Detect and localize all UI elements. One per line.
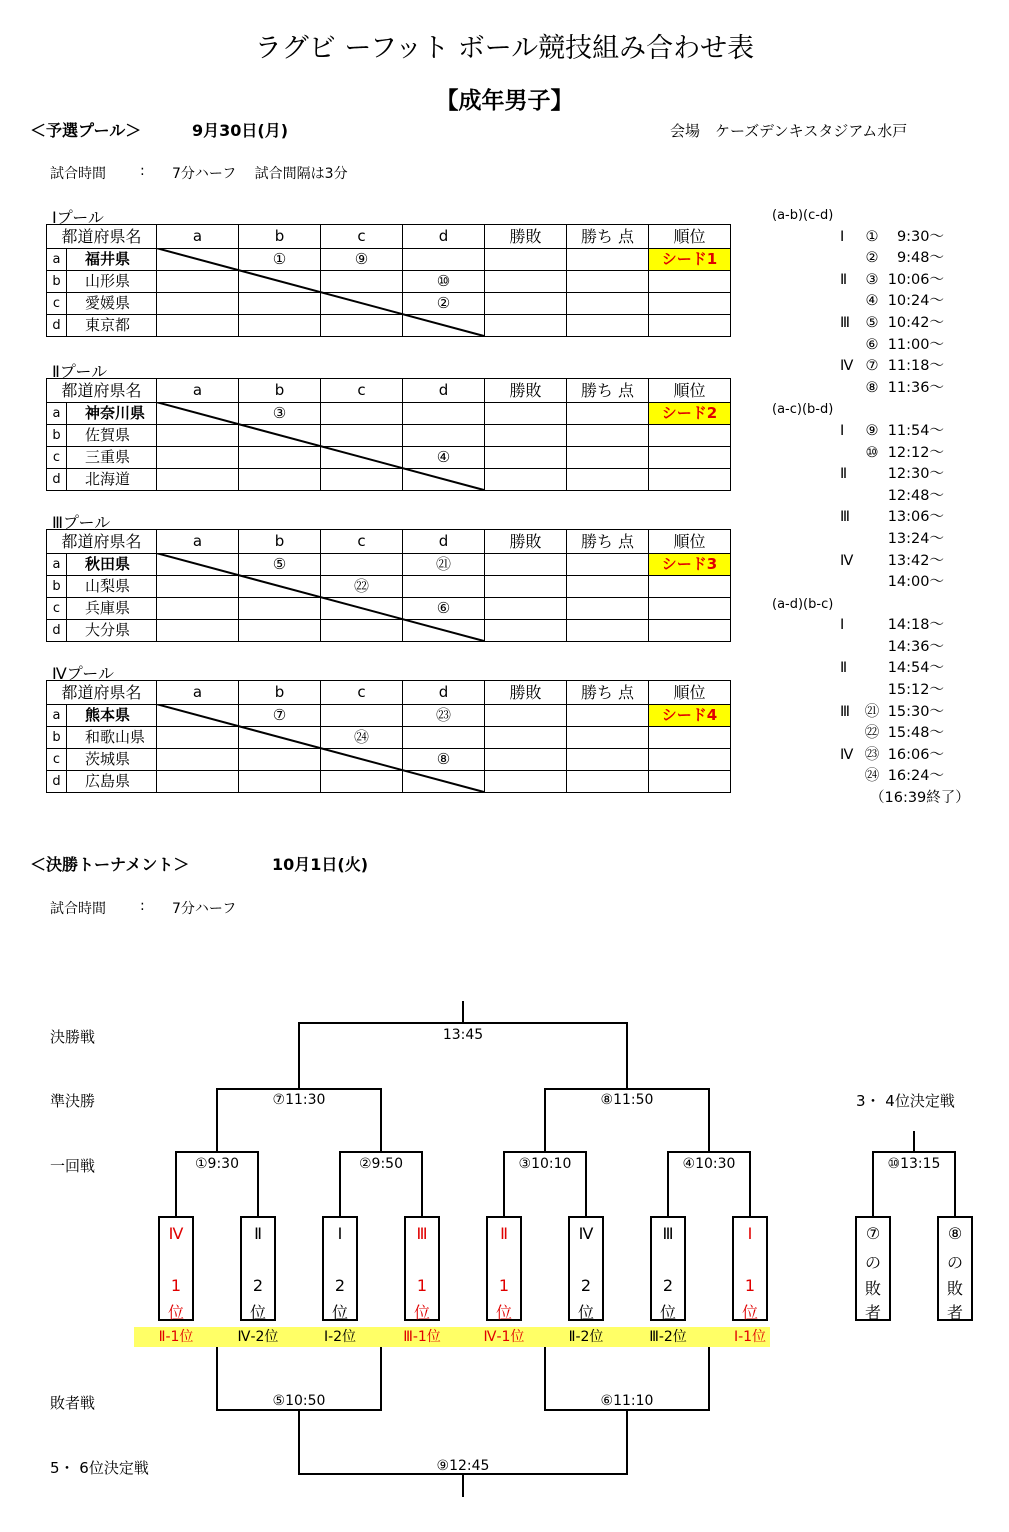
venue: 会場 ケーズデンキスタジアム水戸 [670,122,908,140]
slot-rank: 1 [744,1276,756,1295]
pool-header-cell: c [321,681,403,705]
schedule-pool: Ⅱ [840,466,848,483]
slot-pool: Ⅰ [747,1224,753,1243]
prefecture-name: 大分県 [67,620,157,642]
schedule-match-number: ㉓ [864,746,880,763]
semi1-match: ⑦11:30 [272,1092,326,1108]
slot-rank: 2 [334,1276,346,1295]
pool-header-cell: 勝敗 [485,225,567,249]
schedule-pool: Ⅰ [840,422,845,439]
pool-header-cell: 都道府県名 [47,225,157,249]
pool-cell: ㉒ [321,576,403,598]
pool-header-cell: 勝敗 [485,379,567,403]
pool-cell: ② [403,293,485,315]
round-final-label: 決勝戦 [50,1028,96,1046]
slot-pool: Ⅲ [662,1224,674,1243]
pool-label: Ⅱプール [52,362,108,381]
slot-pool: Ⅰ [337,1224,343,1243]
pool-label: Ⅰプール [52,208,104,227]
prefecture-name: 秋田県 [67,554,157,576]
schedule-time: 15:12～ [887,682,944,699]
schedule-time: 13:24～ [887,530,944,547]
seed-label: Ⅳ-2位 [237,1329,279,1345]
pool-label: Ⅲプール [52,513,111,532]
row-key: c [47,598,67,620]
schedule-time: 12:48～ [887,487,944,504]
final-time-colon: : [140,898,145,914]
loser-slot-char: 敗 [946,1279,963,1298]
pool-header-cell: a [157,681,239,705]
schedule-time: 13:42～ [887,552,944,569]
prefecture-name: 広島県 [67,771,157,793]
round-third-label: 3・ 4位決定戦 [856,1092,955,1110]
schedule-match-number: ④ [865,293,879,310]
round-first-label: 一回戦 [50,1157,96,1175]
loser-slot-char: 者 [864,1303,881,1322]
seed-label: Ⅰ-2位 [323,1329,357,1345]
pool-header-cell: 勝ち 点 [567,225,649,249]
loser-slot-char: の [864,1253,881,1272]
pool-header-cell: a [157,530,239,554]
slot-pool: Ⅳ [578,1224,594,1243]
fifth-place-match: ⑨12:45 [436,1458,490,1474]
loser-slot-char: 敗 [864,1279,881,1298]
prelim-time-colon: : [140,163,145,179]
bracket-slot [486,1216,522,1321]
slot-pool: Ⅱ [254,1224,262,1243]
round-loser-label: 敗者戦 [50,1394,96,1412]
row-key: a [47,403,67,425]
schedule-pool: Ⅱ [840,271,848,288]
prefecture-name: 和歌山県 [67,727,157,749]
pool-header-cell: 順位 [649,225,731,249]
slot-rank: 1 [170,1276,182,1295]
pool-cell: ⑨ [321,249,403,271]
row-key: d [47,315,67,337]
pool-cell: ㉓ [403,705,485,727]
bracket-slot [404,1216,440,1321]
prefecture-name: 熊本県 [67,705,157,727]
pool-cell: ⑥ [403,598,485,620]
pool-header-cell: 勝敗 [485,530,567,554]
slot-rank: 1 [498,1276,510,1295]
prelim-time-value: 7分ハーフ 試合間隔は3分 [172,166,348,182]
loser-slot-char: ⑧ [947,1224,963,1243]
pool-header-cell: 順位 [649,530,731,554]
pool-cell: ㉑ [403,554,485,576]
pool-header-cell: a [157,225,239,249]
row-key: b [47,425,67,447]
pool-header-cell: 都道府県名 [47,379,157,403]
schedule-match-number: ㉑ [864,703,880,720]
row-key: b [47,576,67,598]
loser-match-1: ⑤10:50 [272,1393,326,1409]
pool-header-cell: b [239,530,321,554]
schedule-time: 10:42～ [887,314,944,331]
schedule-time: 9:30～ [896,228,944,245]
pool-header-cell: c [321,225,403,249]
page-title: ラグビ ーフット ボール競技組み合わせ表 [254,33,755,64]
bracket-slot [322,1216,358,1321]
seed-badge: シード2 [649,403,731,425]
schedule-time: 15:48～ [887,725,944,742]
slot-pool: Ⅱ [500,1224,508,1243]
schedule-time: 10:24～ [887,293,944,310]
prelim-heading: ＜予選プール＞ [30,121,142,140]
schedule-pool: Ⅱ [840,660,848,677]
pool-cell: ㉔ [321,727,403,749]
prefecture-name: 山梨県 [67,576,157,598]
row-key: a [47,705,67,727]
seed-label: Ⅱ-2位 [568,1329,604,1345]
schedule-pool: Ⅲ [840,314,850,331]
pool-cell: ⑩ [403,271,485,293]
bracket-slot [732,1216,768,1321]
schedule-match-number: ① [865,228,879,245]
pool-header-cell: d [403,225,485,249]
pool-header-cell: 勝ち 点 [567,530,649,554]
slot-unit: 位 [249,1303,266,1322]
r1-match-2: ②9:50 [359,1156,403,1172]
loser-slot [855,1216,891,1321]
schedule-match-number: ⑨ [865,422,879,439]
schedule-time: 13:06～ [887,509,944,526]
bracket-slot [568,1216,604,1321]
schedule-match-number: ⑤ [865,314,879,331]
slot-unit: 位 [577,1303,594,1322]
prefecture-name: 兵庫県 [67,598,157,620]
pool-header-cell: 勝ち 点 [567,379,649,403]
seed-badge: シード3 [649,554,731,576]
page-subtitle: 【成年男子】 [435,88,574,114]
pool-cell: ⑧ [403,749,485,771]
seed-label: Ⅲ-1位 [403,1329,441,1345]
pool-header-cell: c [321,379,403,403]
pool-cell: ⑤ [239,554,321,576]
seed-label: Ⅱ-1位 [158,1329,194,1345]
schedule-group: (a-d)(b-c) [772,596,834,612]
row-key: b [47,727,67,749]
row-key: d [47,469,67,491]
schedule-time: 10:06～ [887,271,944,288]
final-date: 10月1日(火) [272,855,369,874]
round-fifth-label: 5・ 6位決定戦 [50,1459,149,1477]
schedule-time: 14:36～ [887,638,944,655]
round-semi-label: 準決勝 [50,1092,96,1110]
pool-header-cell: d [403,530,485,554]
slot-rank: 1 [416,1276,428,1295]
pool-cell: ④ [403,447,485,469]
schedule-pool: Ⅳ [840,358,854,375]
third-place-match: ⑩13:15 [887,1156,941,1172]
schedule-match-number: ② [865,250,879,267]
final-time-label: 試合時間 [50,901,106,917]
schedule-time: 11:36～ [887,379,944,396]
prefecture-name: 三重県 [67,447,157,469]
schedule-pool: Ⅲ [840,703,850,720]
row-key: a [47,554,67,576]
schedule-match-number: ⑦ [865,358,879,375]
row-key: c [47,293,67,315]
pool-header-cell: 順位 [649,379,731,403]
seed-label: Ⅲ-2位 [649,1329,687,1345]
final-match-time: 13:45 [442,1027,484,1043]
schedule-group: (a-b)(c-d) [772,208,834,223]
schedule-time: 9:48～ [896,250,944,267]
pool-label: Ⅳプール [52,664,114,683]
prefecture-name: 茨城県 [67,749,157,771]
r1-match-1: ①9:30 [195,1156,239,1172]
row-key: b [47,271,67,293]
pool-cell: ⑦ [239,705,321,727]
prefecture-name: 神奈川県 [67,403,157,425]
final-time-value: 7分ハーフ [172,901,237,917]
schedule-time: 14:54～ [887,660,944,677]
loser-slot-char: の [946,1253,963,1272]
schedule-pool: Ⅲ [840,509,850,526]
loser-match-2: ⑥11:10 [600,1393,654,1409]
pool-header-cell: b [239,225,321,249]
seed-badge: シード4 [649,705,731,727]
pool-header-cell: d [403,681,485,705]
pool-header-cell: d [403,379,485,403]
pool-header-cell: 都道府県名 [47,681,157,705]
seed-label: Ⅳ-1位 [483,1329,525,1345]
final-heading: ＜決勝トーナメント＞ [30,855,190,874]
schedule-time: 16:06～ [887,746,944,763]
prefecture-name: 愛媛県 [67,293,157,315]
slot-rank: 2 [580,1276,592,1295]
row-key: a [47,249,67,271]
pool-header-cell: a [157,379,239,403]
pool-header-cell: 順位 [649,681,731,705]
prefecture-name: 佐賀県 [67,425,157,447]
schedule-time: 11:18～ [887,358,944,375]
pool-header-cell: c [321,530,403,554]
schedule-match-number: ㉔ [864,768,880,785]
schedule-pool: Ⅳ [840,552,854,569]
pool-header-cell: b [239,379,321,403]
schedule-time: 14:00～ [887,574,944,591]
prelim-date: 9月30日(月) [192,121,289,140]
schedule-match-number: ⑥ [865,336,879,353]
schedule-match-number: ⑧ [865,379,879,396]
schedule-match-number: ⑩ [865,444,879,461]
row-key: d [47,620,67,642]
schedule-time: 12:12～ [887,444,944,461]
schedule-time: 11:54～ [887,422,944,439]
schedule-pool: Ⅳ [840,746,854,763]
semi2-match: ⑧11:50 [600,1092,654,1108]
slot-unit: 位 [659,1303,676,1322]
slot-unit: 位 [167,1303,184,1322]
bracket-slot [158,1216,194,1321]
slot-unit: 位 [741,1303,758,1322]
schedule-pool: Ⅰ [840,617,845,634]
slot-rank: 2 [252,1276,264,1295]
r1-match-3: ③10:10 [518,1156,572,1172]
prelim-time-label: 試合時間 [50,166,106,182]
schedule-end: （16:39終了） [870,790,970,807]
loser-slot-char: ⑦ [865,1224,881,1243]
pool-header-cell: b [239,681,321,705]
schedule-time: 16:24～ [887,768,944,785]
prefecture-name: 福井県 [67,249,157,271]
slot-pool: Ⅲ [416,1224,428,1243]
schedule-match-number: ㉒ [864,725,880,742]
loser-slot [937,1216,973,1321]
slot-pool: Ⅳ [168,1224,184,1243]
schedule-group: (a-c)(b-d) [772,402,834,418]
slot-unit: 位 [413,1303,430,1322]
row-key: c [47,447,67,469]
loser-slot-char: 者 [946,1303,963,1322]
seed-label: Ⅰ-1位 [733,1329,767,1345]
pool-cell: ③ [239,403,321,425]
seed-badge: シード1 [649,249,731,271]
bracket-slot [650,1216,686,1321]
prefecture-name: 北海道 [67,469,157,491]
schedule-time: 15:30～ [887,703,944,720]
prefecture-name: 山形県 [67,271,157,293]
pool-cell: ① [239,249,321,271]
bracket-slot [240,1216,276,1321]
schedule-time: 12:30～ [887,466,944,483]
schedule-time: 11:00～ [887,336,944,353]
schedule-match-number: ③ [865,271,879,288]
schedule-time: 14:18～ [887,617,944,634]
slot-unit: 位 [495,1303,512,1322]
pool-header-cell: 勝敗 [485,681,567,705]
row-key: c [47,749,67,771]
pool-header-cell: 勝ち 点 [567,681,649,705]
prefecture-name: 東京都 [67,315,157,337]
r1-match-4: ④10:30 [682,1156,736,1172]
slot-rank: 2 [662,1276,674,1295]
schedule-pool: Ⅰ [840,228,845,245]
row-key: d [47,771,67,793]
pool-header-cell: 都道府県名 [47,530,157,554]
slot-unit: 位 [331,1303,348,1322]
